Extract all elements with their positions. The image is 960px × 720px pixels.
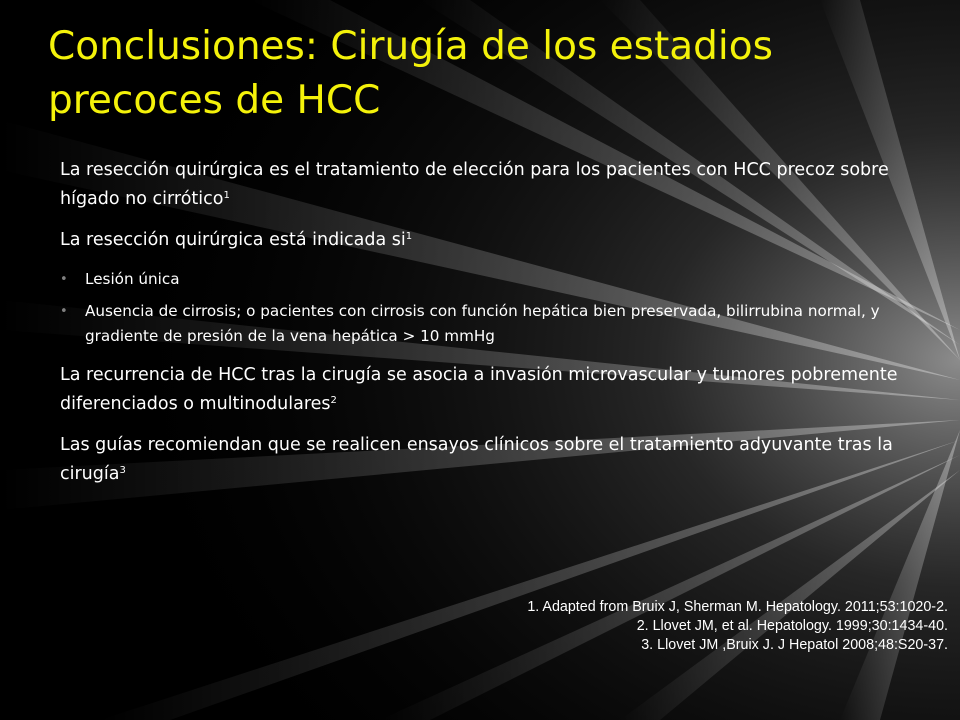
- citation-superscript: 1: [223, 190, 230, 201]
- paragraph-guidelines: Las guías recomiendan que se realicen ensayos clínicos sobre el tratamiento adyuvante tras la cirugía$^3$: [60, 435, 893, 484]
- reference-item: 3. Llovet JM ,Bruix J. J Hepatol 2008;48:S20-37.: [641, 637, 948, 653]
- indication-bullet-list: [60, 267, 910, 349]
- list-item: • Lesión única: [60, 267, 910, 292]
- paragraph-recurrence: La recurrencia de HCC tras la cirugía se asocia a invasión microvascular y tumores pobremente diferenciados o multinodulares$^2$: [60, 365, 898, 414]
- slide-title: Conclusiones: Cirugía de los estadios precoces de HCC: [48, 24, 773, 123]
- references: [527, 598, 948, 655]
- reference-item: 1. Adapted from Bruix J, Sherman M. Hepatology. 2011;53:1020-2.: [527, 599, 948, 615]
- list-item: • Ausencia de cirrosis; o pacientes con cirrosis con función hepática bien preservada, bilirrubina normal, y gradiente de presión de la vena hepática > 10 mmHg: [60, 299, 910, 349]
- citation-superscript: 2: [330, 395, 337, 406]
- bullet-dot-icon: •: [60, 272, 68, 287]
- citation-superscript: 3: [119, 465, 126, 476]
- citation-superscript: 1: [405, 231, 413, 242]
- paragraph-resection-choice: La resección quirúrgica es el tratamiento de elección para los pacientes con HCC precoz sobre hígado no cirrótico$^1$: [60, 160, 889, 209]
- reference-item: 2. Llovet JM, et al. Hepatology. 1999;30:1434-40.: [636, 618, 948, 634]
- paragraph-resection-indication: La resección quirúrgica está indicada $si^1$: [60, 230, 413, 250]
- slide-body: [60, 156, 910, 501]
- bullet-dot-icon: •: [60, 304, 68, 319]
